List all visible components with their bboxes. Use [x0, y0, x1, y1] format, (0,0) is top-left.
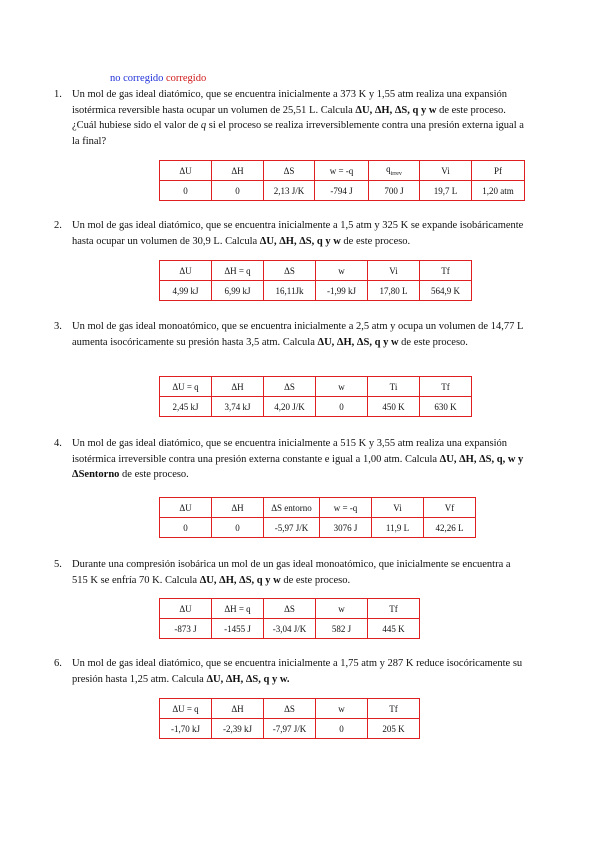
results-table-3: [159, 376, 472, 417]
table-cell: ΔH: [212, 377, 264, 397]
problem-number: 5.: [54, 559, 62, 570]
table-cell: 445 K: [368, 619, 420, 639]
table-cell: w: [316, 599, 368, 619]
table-cell: 4,99 kJ: [160, 281, 212, 301]
table-cell: -794 J: [315, 181, 369, 201]
table-cell: 564,9 K: [420, 281, 472, 301]
problem-1: [54, 87, 524, 149]
table-cell: 19,7 L: [420, 181, 472, 201]
table-header-row: [160, 498, 476, 518]
table-cell: ΔU: [160, 261, 212, 281]
table-cell: 205 K: [368, 719, 420, 739]
table-cell: 700 J: [369, 181, 420, 201]
table-cell: ΔH: [212, 699, 264, 719]
table-cell: ΔS: [264, 599, 316, 619]
table-cell: w: [316, 699, 368, 719]
table-row: [160, 397, 472, 417]
table-cell: Tf: [368, 699, 420, 719]
table-cell: Vf: [424, 498, 476, 518]
problem-4: [54, 436, 524, 483]
problem-6: [54, 656, 524, 687]
table-cell: Vi: [372, 498, 424, 518]
table-cell: ΔS: [264, 377, 316, 397]
table-cell: 6,99 kJ: [212, 281, 264, 301]
table-cell: -2,39 kJ: [212, 719, 264, 739]
header-part1: no corregido: [110, 73, 164, 84]
table-cell: -3,04 J/K: [264, 619, 316, 639]
table-header-cell: Pf: [472, 161, 525, 181]
header-part2: corregido: [165, 73, 207, 84]
results-table-6: [159, 698, 420, 739]
results-table-2: [159, 260, 472, 301]
problem-text: Durante una compresión isobárica un mol de un gas ideal monoatómico, que inicialmente se encuentra a 515 K se enfría 70 K. Calcula ΔU, ΔH, ΔS, q y w de este proceso.: [72, 559, 511, 586]
table-cell: w: [316, 377, 368, 397]
problem-5: [54, 557, 524, 588]
table-cell: Vi: [368, 261, 420, 281]
table-cell: 0: [316, 397, 368, 417]
problem-number: 1.: [54, 89, 62, 100]
table-cell: ΔU = q: [160, 377, 212, 397]
table-header-row: [160, 599, 420, 619]
table-cell: 2,45 kJ: [160, 397, 212, 417]
problem-number: 3.: [54, 321, 62, 332]
table-cell: -1455 J: [212, 619, 264, 639]
table-cell: -5,97 J/K: [264, 518, 320, 538]
table-cell: 3076 J: [320, 518, 372, 538]
table-cell: Tf: [420, 261, 472, 281]
table-cell: 0: [160, 181, 212, 201]
table-row: [160, 181, 525, 201]
table-cell: ΔU: [160, 599, 212, 619]
table-header-cell: Vi: [420, 161, 472, 181]
table-cell: 11,9 L: [372, 518, 424, 538]
table-cell: Tf: [420, 377, 472, 397]
table-row: [160, 619, 420, 639]
table-cell: 4,20 J/K: [264, 397, 316, 417]
table-cell: 0: [212, 518, 264, 538]
table-cell: 17,80 L: [368, 281, 420, 301]
table-cell: 16,11Jk: [264, 281, 316, 301]
table-cell: -1,99 kJ: [316, 281, 368, 301]
table-cell: ΔH: [212, 498, 264, 518]
table-cell: -7,97 J/K: [264, 719, 316, 739]
table-cell: w = -q: [320, 498, 372, 518]
problem-text: Un mol de gas ideal monoatómico, que se encuentra inicialmente a 2,5 atm y ocupa un volumen de 14,77 L aumenta isocóricamente su presión hasta 3,5 atm. Calcula ΔU, ΔH, ΔS, q y w de este proceso.: [72, 321, 523, 348]
table-cell: 450 K: [368, 397, 420, 417]
table-cell: ΔH = q: [212, 599, 264, 619]
table-header-cell: ΔH: [212, 161, 264, 181]
table-cell: ΔU: [160, 498, 212, 518]
table-cell: 0: [212, 181, 264, 201]
table-cell: 0: [316, 719, 368, 739]
results-table-5: [159, 598, 420, 639]
table-cell: Tf: [368, 599, 420, 619]
table-cell: Ti: [368, 377, 420, 397]
problem-3: [54, 319, 524, 350]
table-cell: ΔS: [264, 699, 316, 719]
table-header-row: [160, 377, 472, 397]
table-cell: 1,20 atm: [472, 181, 525, 201]
table-header-cell: ΔS: [264, 161, 315, 181]
problem-text: Un mol de gas ideal diatómico, que se encuentra inicialmente a 1,5 atm y 325 K se expande isobáricamente hasta ocupar un volumen de 30,9 L. Calcula ΔU, ΔH, ΔS, q y w de este proceso.: [72, 220, 524, 247]
table-cell: -873 J: [160, 619, 212, 639]
table-header-row: [160, 699, 420, 719]
results-table-1: [159, 160, 525, 201]
table-header-row: [160, 261, 472, 281]
table-cell: w: [316, 261, 368, 281]
table-row: [160, 518, 476, 538]
table-cell: 582 J: [316, 619, 368, 639]
table-header-cell: $q_{irrev}$: [369, 161, 420, 181]
table-cell: -1,70 kJ: [160, 719, 212, 739]
problem-text: Un mol de gas ideal diatómico, que se encuentra inicialmente a 373 K y 1,55 atm realiza una expansión isotérmica reversible hasta ocupar un volumen de 25,51 L. Calcula ΔU, ΔH, ΔS, q y w de este proceso. ¿Cuál hubiese sido el valor de q si el proceso se realiza irreversiblemente contra una presión externa igual a la final?: [72, 89, 524, 147]
problem-2: [54, 218, 524, 249]
table-cell: ΔH = q: [212, 261, 264, 281]
table-header-cell: ΔU: [160, 161, 212, 181]
table-header-cell: w = -q: [315, 161, 369, 181]
table-cell: 2,13 J/K: [264, 181, 315, 201]
table-cell: 630 K: [420, 397, 472, 417]
problem-text: Un mol de gas ideal diatómico, que se encuentra inicialmente a 1,75 atm y 287 K reduce isocóricamente su presión hasta 1,25 atm. Calcula ΔU, ΔH, ΔS, q y w.: [72, 658, 523, 685]
table-cell: ΔU = q: [160, 699, 212, 719]
table-cell: 0: [160, 518, 212, 538]
table-cell: ΔS: [264, 261, 316, 281]
table-row: [160, 281, 472, 301]
problem-number: 6.: [54, 658, 62, 669]
table-row: [160, 719, 420, 739]
problem-number: 4.: [54, 438, 62, 449]
problem-number: 2.: [54, 220, 62, 231]
table-cell: 3,74 kJ: [212, 397, 264, 417]
problem-text: Un mol de gas ideal diatómico, que se encuentra inicialmente a 515 K y 3,55 atm realiza una expansión isotérmica irreversible contra una presión externa constante e igual a 1,00 atm. Calcula ΔU, ΔH, ΔS, q, w y ΔSentorno de este proceso.: [72, 438, 524, 481]
table-header-row: [160, 161, 525, 181]
results-table-4: [159, 497, 476, 538]
header-note: [110, 73, 206, 84]
table-cell: 42,26 L: [424, 518, 476, 538]
table-cell: ΔS entorno: [264, 498, 320, 518]
